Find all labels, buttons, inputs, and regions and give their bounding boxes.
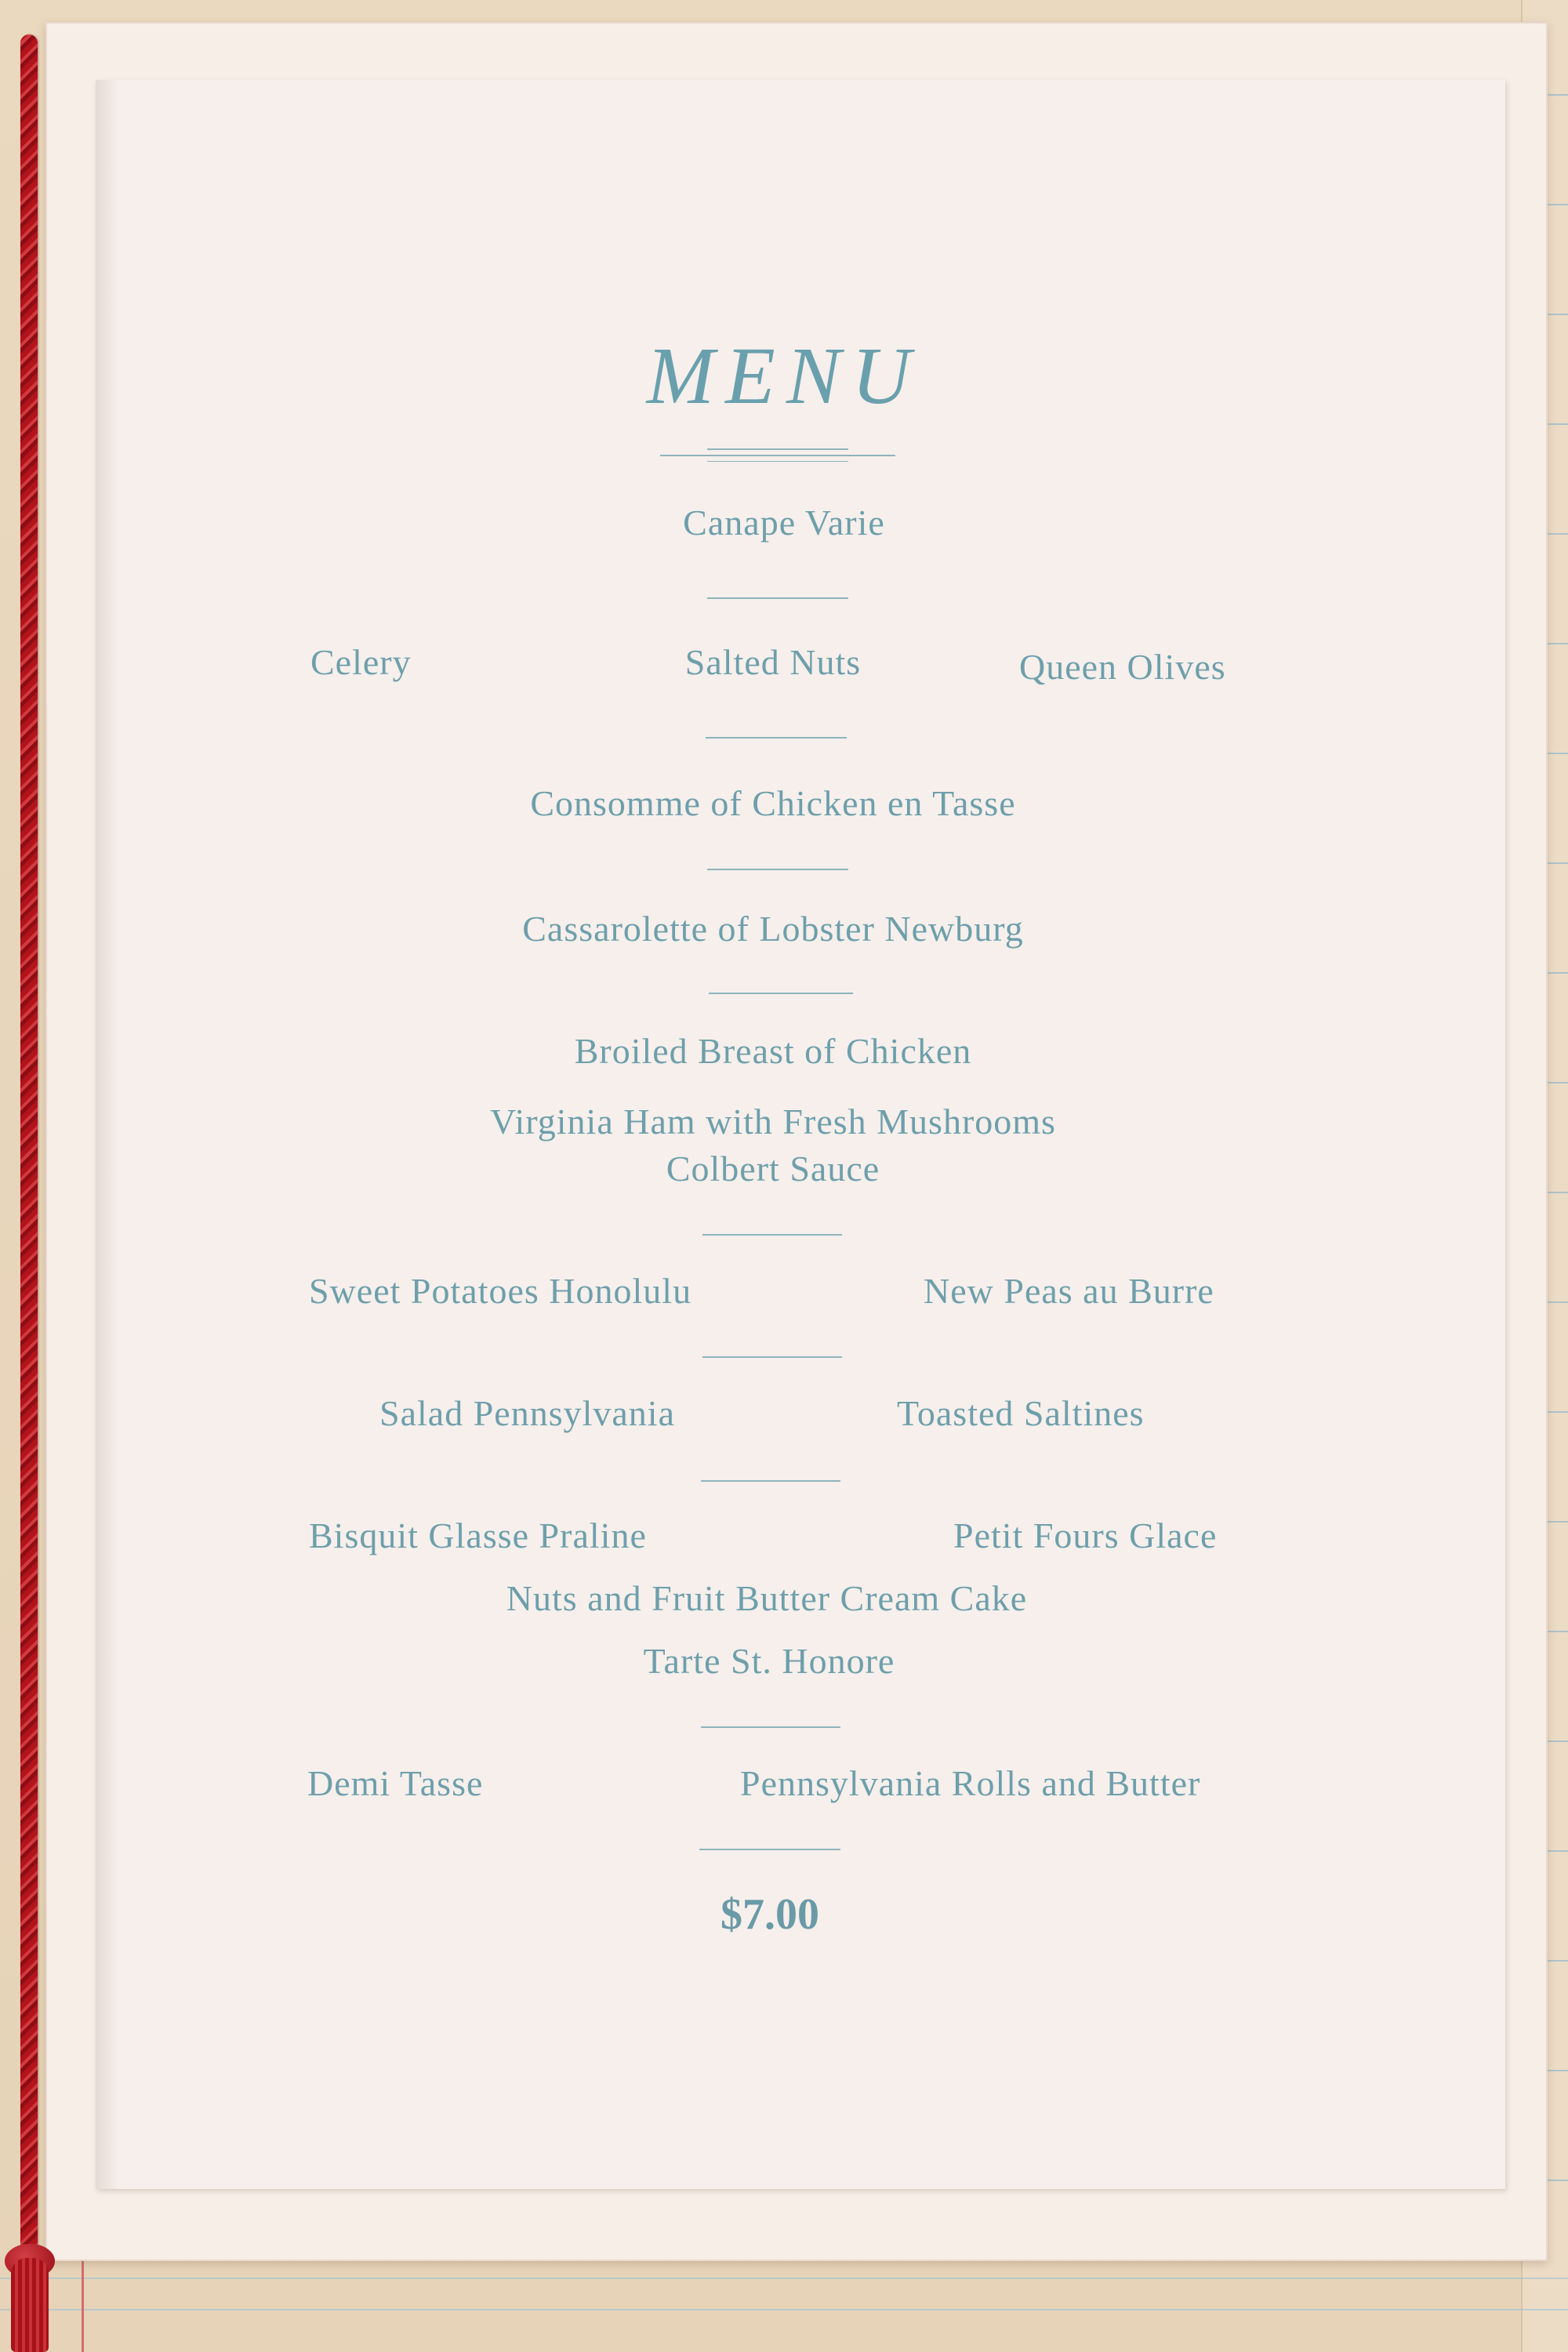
relish-center: Salted Nuts [684, 642, 862, 682]
title-rule-inner [707, 448, 848, 450]
salad-left: Salad Pennsylvania [379, 1393, 675, 1433]
menu-title: MENU [646, 331, 922, 421]
ledger-margin-line [82, 2250, 84, 2352]
relish-left: Celery [310, 642, 412, 682]
course-divider [709, 993, 853, 994]
dessert-left: Bisquit Glasse Praline [309, 1515, 647, 1555]
finish-left: Demi Tasse [307, 1763, 484, 1803]
course-divider [699, 1849, 840, 1850]
title-rule [660, 455, 895, 456]
fish-item: Cassarolette of Lobster Newburg [522, 909, 1024, 949]
dessert-right: Petit Fours Glace [953, 1515, 1218, 1555]
ledger-rule [0, 2278, 1568, 2279]
entree-line-3: Colbert Sauce [666, 1149, 880, 1189]
dessert-center-1: Nuts and Fruit Butter Cream Cake [506, 1578, 1028, 1618]
vegetable-left: Sweet Potatoes Honolulu [309, 1271, 692, 1311]
salad-right: Toasted Saltines [897, 1393, 1145, 1433]
relish-right: Queen Olives [1019, 647, 1226, 687]
cord-tassel [11, 2258, 49, 2352]
vegetable-right: New Peas au Burre [924, 1271, 1214, 1311]
appetizer-item: Canape Varie [683, 503, 885, 543]
course-divider [702, 1356, 842, 1358]
course-divider [707, 597, 848, 599]
course-divider [707, 869, 848, 870]
course-divider [706, 737, 847, 739]
course-divider [701, 1480, 840, 1482]
ledger-rule [0, 2309, 1568, 2310]
course-divider [701, 1726, 840, 1728]
menu-price: $7.00 [720, 1890, 819, 1939]
entree-line-1: Broiled Breast of Chicken [574, 1031, 972, 1071]
soup-item: Consomme of Chicken en Tasse [530, 783, 1016, 823]
title-rule-inner [707, 461, 848, 462]
dessert-center-2: Tarte St. Honore [643, 1641, 895, 1681]
finish-right: Pennsylvania Rolls and Butter [740, 1763, 1201, 1803]
course-divider [702, 1234, 842, 1236]
entree-line-2: Virginia Ham with Fresh Mushrooms [490, 1102, 1056, 1142]
